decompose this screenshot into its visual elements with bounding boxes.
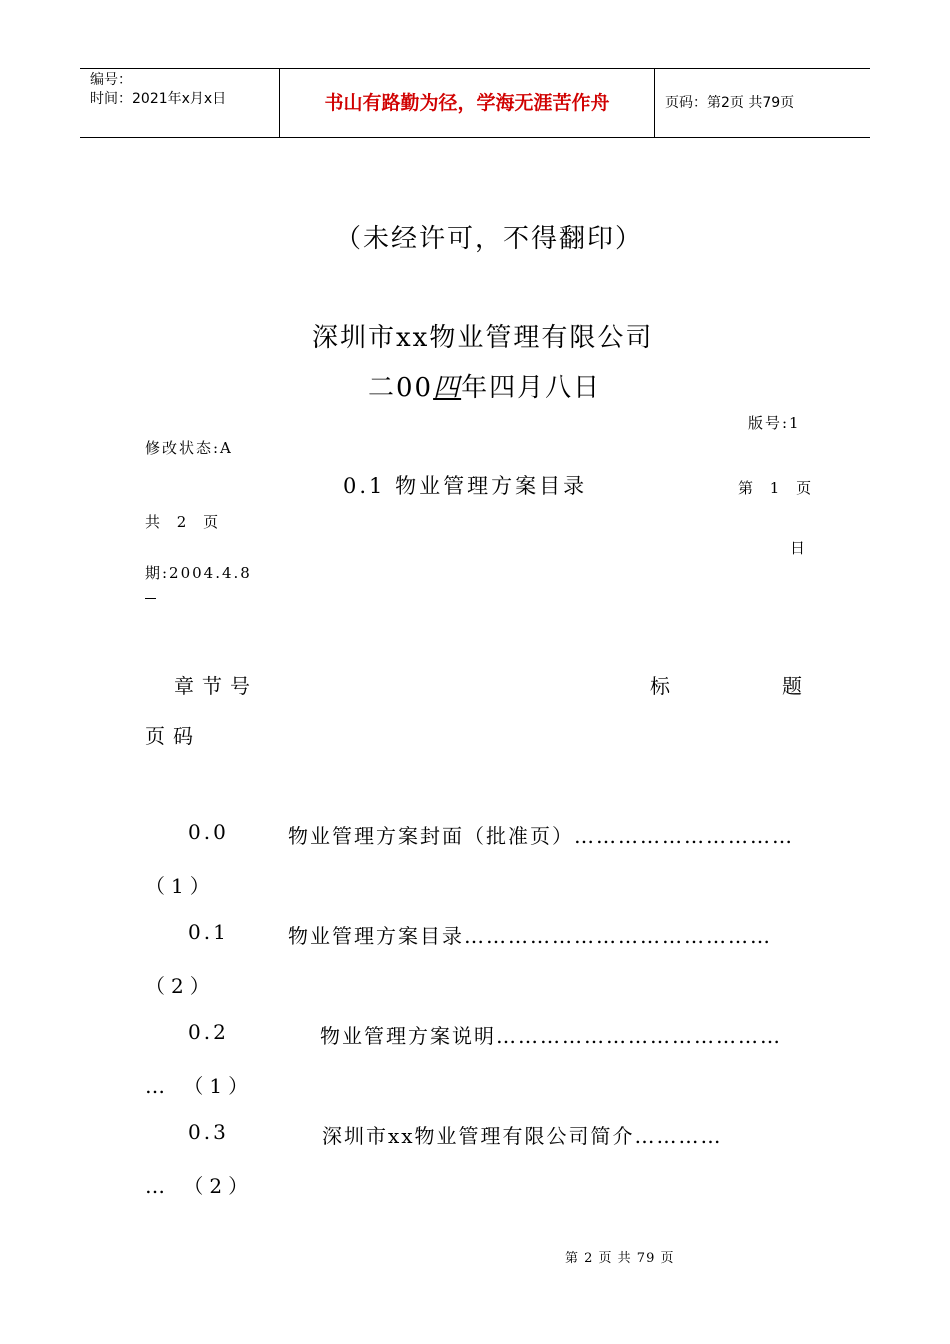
toc-num: 0.0 <box>188 820 229 844</box>
number-label: 编号： <box>90 72 132 88</box>
time-label: 时间：2021年x月x日 <box>90 91 227 107</box>
page-info: 页码：第2页 共79页 <box>665 95 795 111</box>
col-page: 页码 <box>145 724 201 748</box>
toc-title: 物业管理方案说明………………………………… <box>320 1024 782 1048</box>
page-footer: 第 2 页 共 79 页 <box>565 1251 675 1266</box>
doc-title: 0.1 物业管理方案目录 <box>343 474 588 498</box>
date-prefix: 二00 <box>368 373 434 403</box>
toc-num: 0.3 <box>188 1120 229 1144</box>
company-name: 深圳市xx物业管理有限公司 <box>312 323 654 353</box>
toc-title: 物业管理方案封面（批准页）………………………… <box>288 824 794 848</box>
toc-page: （2） <box>145 974 216 998</box>
short-dash <box>145 598 156 599</box>
col-title-a: 标 <box>650 674 673 698</box>
total-pages: 共 2 页 <box>145 513 225 531</box>
header-meta-cell <box>80 69 280 137</box>
date-underlined: 四 <box>433 373 462 403</box>
date-label: 期:2004.4.8 <box>145 564 252 582</box>
date-suffix: 年四月八日 <box>461 373 602 403</box>
revision-label: 修改状态:A <box>145 439 233 457</box>
toc-page: （1） <box>145 874 216 898</box>
copy-notice: （未经许可，不得翻印） <box>335 224 644 254</box>
date-tail: 日 <box>790 539 808 557</box>
toc-title: 物业管理方案目录…………………………………… <box>288 924 772 948</box>
version-label: 版号:1 <box>748 414 801 432</box>
motto: 书山有路勤为径，学海无涯苦作舟 <box>280 69 655 137</box>
page-number: 第 1 页 <box>738 479 818 497</box>
toc-num: 0.2 <box>188 1020 229 1044</box>
col-title-b: 题 <box>782 674 805 698</box>
document-date <box>368 367 601 404</box>
document-header <box>80 68 870 138</box>
toc-title: 深圳市xx物业管理有限公司简介………… <box>322 1124 723 1148</box>
col-chapter: 章节号 <box>174 674 258 698</box>
toc-num: 0.1 <box>188 920 229 944</box>
toc-page: … （2） <box>145 1174 255 1198</box>
toc-page: … （1） <box>145 1074 255 1098</box>
